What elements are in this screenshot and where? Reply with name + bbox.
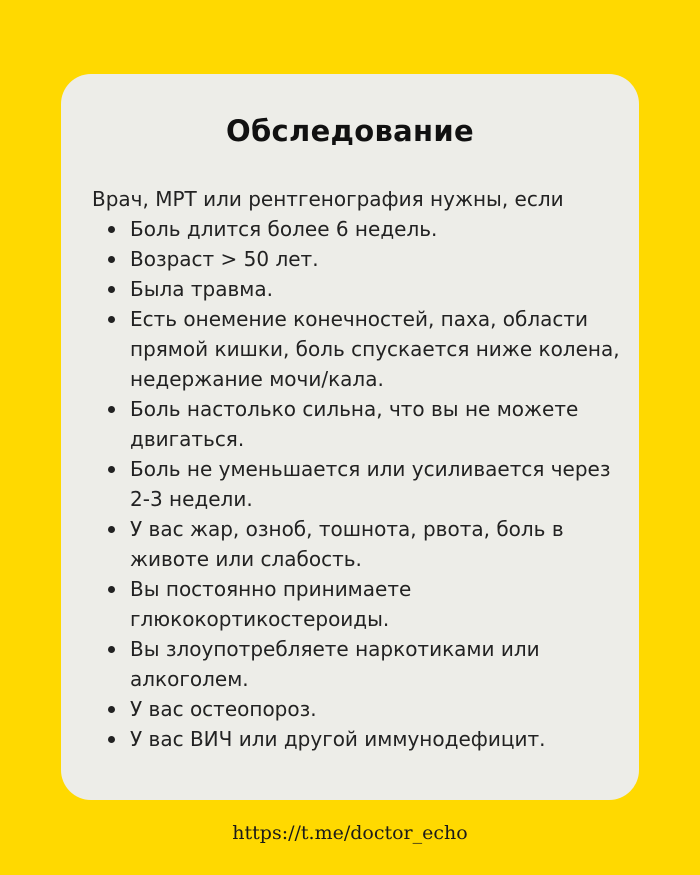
criteria-list (130, 214, 620, 754)
list-item: У вас ВИЧ или другой иммунодефицит. (130, 724, 620, 754)
list-item: Есть онемение конечностей, паха, области прямой кишки, боль спускается ниже колена, недержание мочи/кала. (130, 304, 620, 394)
list-item: Боль длится более 6 недель. (130, 214, 620, 244)
info-card (61, 74, 639, 800)
card-title: Обследование (226, 114, 474, 148)
list-item: Боль не уменьшается или усиливается через 2-3 недели. (130, 454, 620, 514)
telegram-link[interactable]: https://t.me/doctor_echo (232, 822, 468, 844)
intro-text: Врач, МРТ или рентгенография нужны, если (92, 187, 564, 211)
list-item: Вы злоупотребляете наркотиками или алкоголем. (130, 634, 620, 694)
list-item: Была травма. (130, 274, 620, 304)
list-item: У вас остеопороз. (130, 694, 620, 724)
list-item: Возраст > 50 лет. (130, 244, 620, 274)
list-item: Боль настолько сильна, что вы не можете двигаться. (130, 394, 620, 454)
list-item: Вы постоянно принимаете глюкокортикостероиды. (130, 574, 620, 634)
list-item: У вас жар, озноб, тошнота, рвота, боль в животе или слабость. (130, 514, 620, 574)
